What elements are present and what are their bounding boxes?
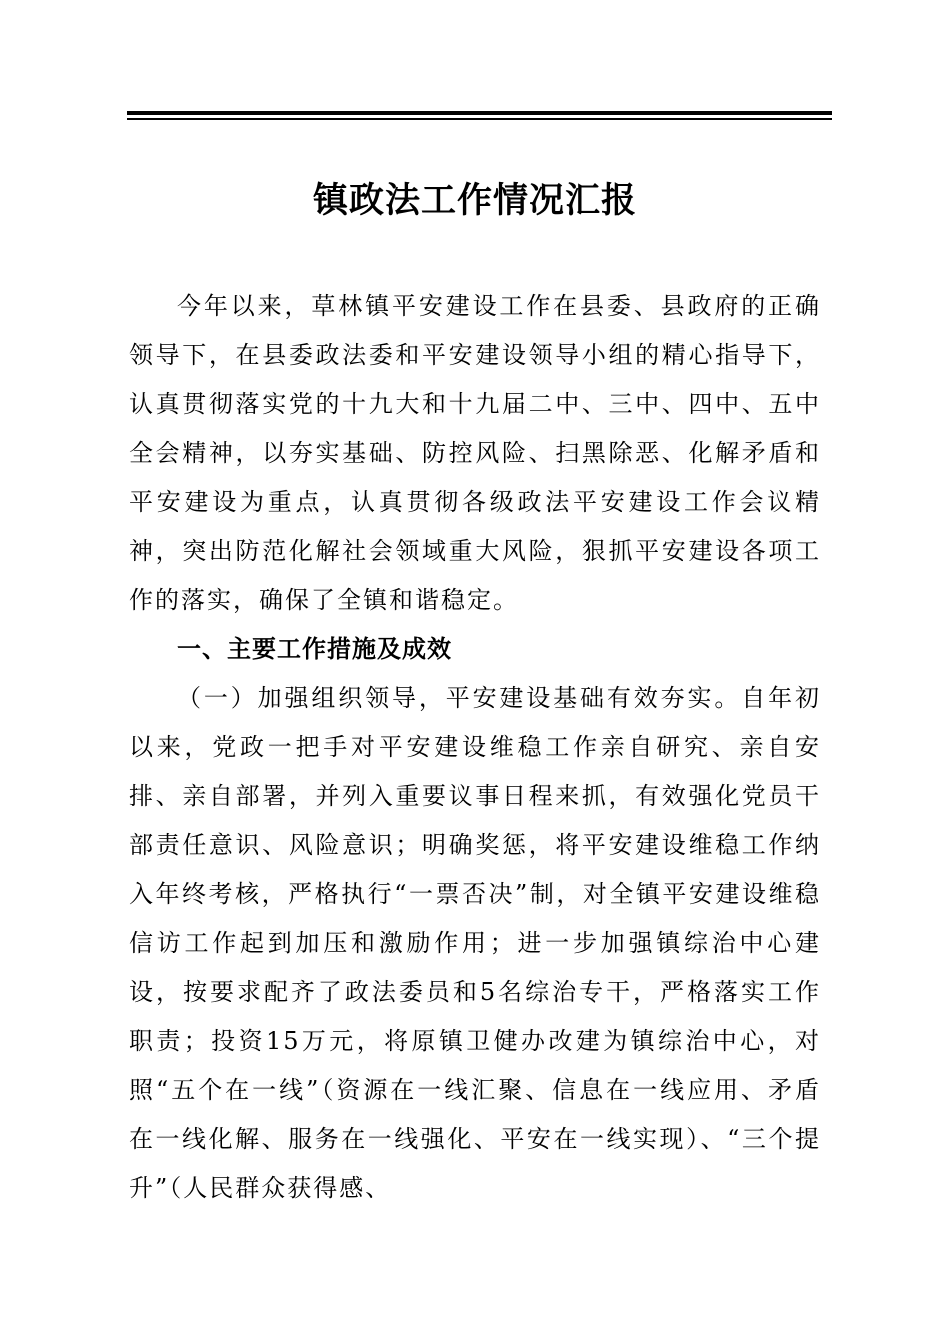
document-title: 镇政法工作情况汇报 bbox=[312, 180, 637, 221]
subsection-paragraph: （一）加强组织领导，平安建设基础有效夯实。自年初以来，党政一把手对平安建设维稳工作亲自研究、亲自安排、亲自部署，并列入重要议事日程来抓，有效强化党员干部责任意识、风险意识；明确奖惩，将平安建设维稳工作纳入年终考核，严格执行“一票否决”制，对全镇平安建设维稳信访工作起到加压和激励作用；进一步加强镇综治中心建设，按要求配齐了政法委员和5名综治专干，严格落实工作职责；投资15万元，将原镇卫健办改建为镇综治中心，对照“五个在一线”（资源在一线汇聚、信息在一线应用、矛盾在一线化解、服务在一线强化、平安在一线实现）、“三个提升”（人民群众获得感、 bbox=[129, 684, 821, 1202]
header-rule-thick bbox=[127, 111, 832, 115]
header-rule-thin bbox=[127, 118, 832, 120]
intro-paragraph: 今年以来，草林镇平安建设工作在县委、县政府的正确领导下，在县委政法委和平安建设领导小组的精心指导下，认真贯彻落实党的十九大和十九届二中、三中、四中、五中全会精神，以夯实基础、防控风险、扫黑除恶、化解矛盾和平安建设为重点，认真贯彻各级政法平安建设工作会议精神，突出防范化解社会领域重大风险，狠抓平安建设各项工作的落实，确保了全镇和谐稳定。 bbox=[129, 292, 821, 614]
document-body bbox=[129, 282, 821, 1213]
section-heading: 一、主要工作措施及成效 bbox=[177, 635, 452, 663]
